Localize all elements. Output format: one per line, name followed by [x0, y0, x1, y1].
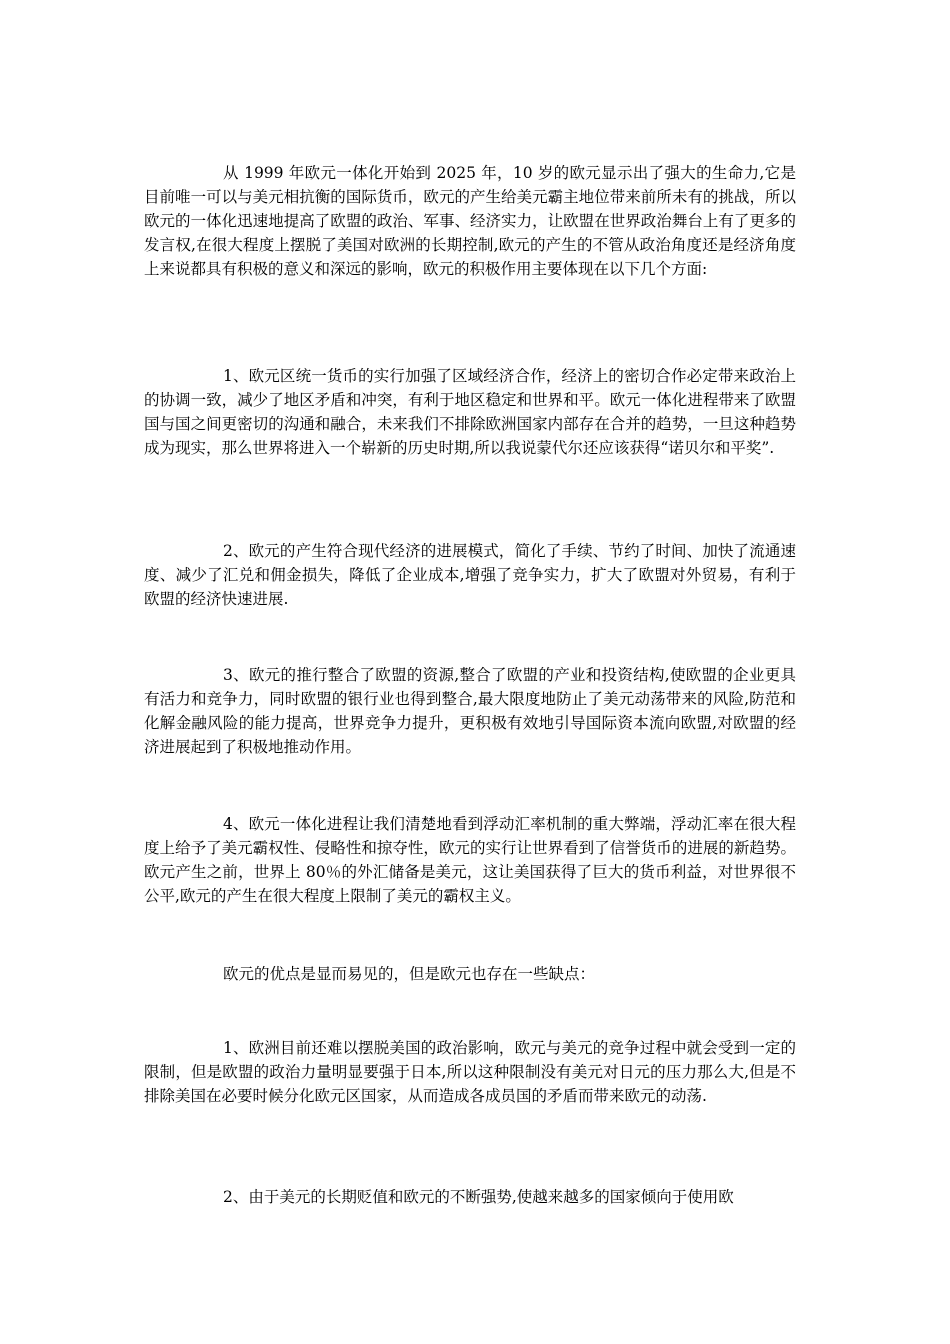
paragraph-disadvantage-1: 1、欧洲目前还难以摆脱美国的政治影响，欧元与美元的竞争过程中就会受到一定的限制，但是欧盟的政治力量明显要强于日本,所以这种限制没有美元对日元的压力那么大,但是不排除美国在必要时候分化欧元区国家，从而造成各成员国的矛盾而带来欧元的动荡. — [144, 1039, 796, 1105]
paragraph-intro: 从 1999 年欧元一体化开始到 2025 年，10 岁的欧元显示出了强大的生命力,它是目前唯一可以与美元相抗衡的国际货币，欧元的产生给美元霸主地位带来前所未有的挑战，所以欧元的一体化迅速地提高了欧盟的政治、军事、经济实力，让欧盟在世界政治舞台上有了更多的发言权,在很大程度上摆脱了美国对欧洲的长期控制,欧元的产生的不管从政治角度还是经济角度上来说都具有积极的意义和深远的影响，欧元的积极作用主要体现在以下几个方面: — [144, 164, 796, 278]
paragraph-disadvantages-intro: 欧元的优点是显而易见的，但是欧元也存在一些缺点： — [223, 965, 596, 983]
paragraph-advantage-4: 4、欧元一体化进程让我们清楚地看到浮动汇率机制的重大弊端，浮动汇率在很大程度上给予了美元霸权性、侵略性和掠夺性，欧元的实行让世界看到了信誉货币的进展的新趋势。欧元产生之前，世界上 80％的外汇储备是美元，这让美国获得了巨大的货币利益，对世界很不公平,欧元的产生在很大程度上限制了美元的霸权主义。 — [144, 815, 796, 905]
paragraph-advantage-3: 3、欧元的推行整合了欧盟的资源,整合了欧盟的产业和投资结构,使欧盟的企业更具有活力和竞争力，同时欧盟的银行业也得到整合,最大限度地防止了美元动荡带来的风险,防范和化解金融风险的能力提高，世界竞争力提升，更积极有效地引导国际资本流向欧盟,对欧盟的经济进展起到了积极地推动作用。 — [144, 666, 796, 756]
paragraph-advantage-2: 2、欧元的产生符合现代经济的进展模式，简化了手续、节约了时间、加快了流通速度、减少了汇兑和佣金损失，降低了企业成本,增强了竞争实力，扩大了欧盟对外贸易，有利于欧盟的经济快速进展. — [144, 542, 796, 608]
paragraph-advantage-1: 1、欧元区统一货币的实行加强了区域经济合作，经济上的密切合作必定带来政治上的协调一致，减少了地区矛盾和冲突，有利于地区稳定和世界和平。欧元一体化进程带来了欧盟国与国之间更密切的沟通和融合，未来我们不排除欧洲国家内部存在合并的趋势，一旦这种趋势成为现实，那么世界将进入一个崭新的历史时期,所以我说蒙代尔还应该获得“诺贝尔和平奖”. — [144, 367, 796, 457]
paragraph-disadvantage-2: 2、由于美元的长期贬值和欧元的不断强势,使越来越多的国家倾向于使用欧 — [223, 1188, 734, 1206]
